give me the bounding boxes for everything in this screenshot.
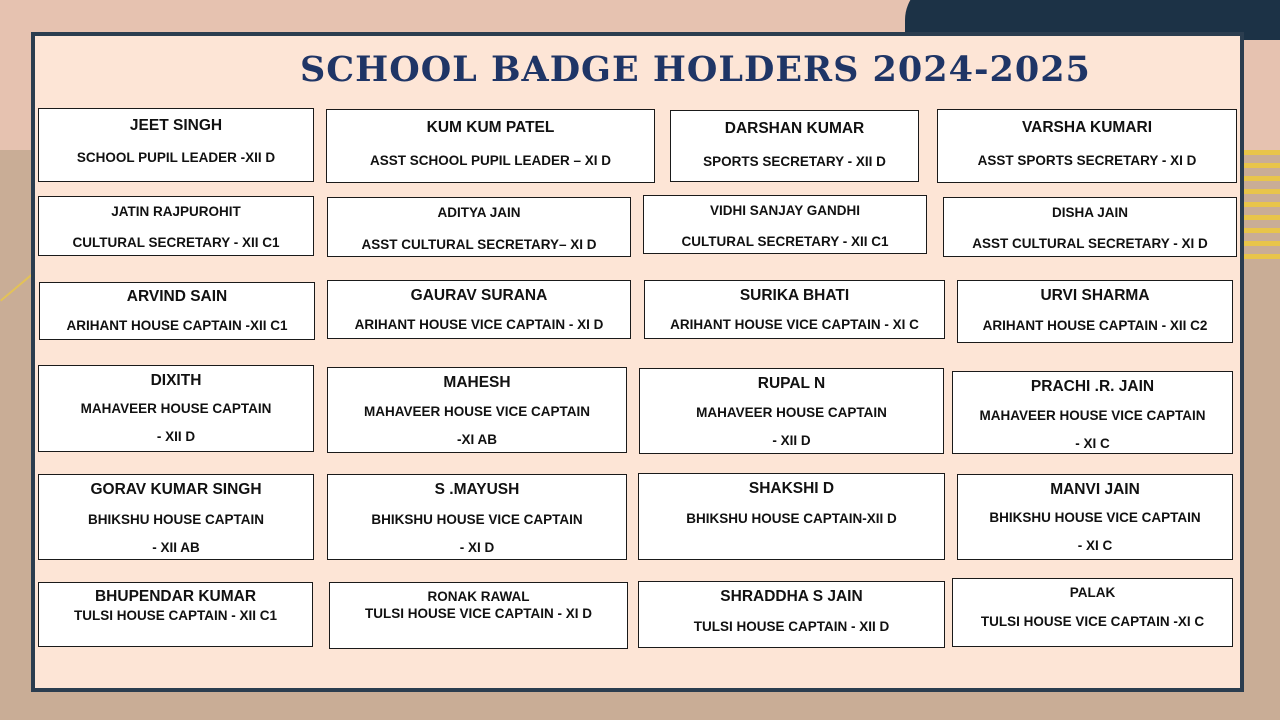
- holder-role: CULTURAL SECRETARY - XII C1: [681, 234, 889, 249]
- holder-class: - XII D: [156, 429, 196, 444]
- holder-class: - XI C: [1077, 538, 1113, 553]
- holder-class: - XII AB: [152, 540, 200, 555]
- holder-class: - XI D: [459, 540, 495, 555]
- badge-holder-card: [38, 365, 314, 452]
- holder-role: MAHAVEER HOUSE CAPTAIN: [80, 401, 272, 416]
- holder-role: ASST SCHOOL PUPIL LEADER – XI D: [369, 153, 612, 168]
- holder-name: DIXITH: [150, 372, 202, 389]
- holder-name: DISHA JAIN: [1051, 205, 1128, 220]
- holder-class: -XI AB: [457, 432, 497, 447]
- badge-holder-card: [38, 582, 313, 647]
- holder-name: KUM KUM PATEL: [426, 119, 555, 136]
- badge-holder-card: [326, 109, 655, 183]
- holder-name: MAHESH: [443, 374, 511, 391]
- background-accent-line: [0, 274, 32, 301]
- holder-role: BHIKSHU HOUSE CAPTAIN: [87, 512, 264, 527]
- holder-name: GAURAV SURANA: [410, 287, 548, 304]
- holder-role: ASST CULTURAL SECRETARY– XI D: [361, 237, 597, 252]
- holder-name: DARSHAN KUMAR: [724, 120, 865, 137]
- badge-holder-card: [943, 197, 1237, 257]
- holder-role: ARIHANT HOUSE VICE CAPTAIN - XI C: [670, 317, 919, 332]
- holder-role: BHIKSHU HOUSE VICE CAPTAIN: [371, 512, 583, 527]
- holder-role: ARIHANT HOUSE VICE CAPTAIN - XI D: [354, 317, 604, 332]
- holder-role: ASST CULTURAL SECRETARY - XI D: [972, 236, 1208, 251]
- holder-name: JEET SINGH: [129, 117, 223, 134]
- holder-role: ARIHANT HOUSE CAPTAIN -XII C1: [66, 318, 288, 333]
- badge-holder-card: [38, 474, 314, 560]
- badge-holder-card: [327, 367, 627, 453]
- badge-holder-card: [39, 282, 315, 340]
- badge-holder-card: [952, 371, 1233, 454]
- badge-holder-card: [38, 108, 314, 182]
- holder-name: VARSHA KUMARI: [1021, 119, 1153, 136]
- page-title: SCHOOL BADGE HOLDERS 2024-2025: [300, 49, 1091, 90]
- holder-class: - XII D: [772, 433, 811, 448]
- holder-role: SCHOOL PUPIL LEADER -XII D: [76, 150, 276, 165]
- badge-holder-card: [638, 473, 945, 560]
- holder-name: PRACHI .R. JAIN: [1030, 378, 1155, 395]
- badge-holder-card: [957, 280, 1233, 343]
- badge-holder-card: [952, 578, 1233, 647]
- holder-role: CULTURAL SECRETARY - XII C1: [72, 235, 280, 250]
- holder-name: SHAKSHI D: [748, 480, 835, 497]
- holder-role: TULSI HOUSE CAPTAIN - XII C1: [73, 608, 277, 623]
- holder-role: MAHAVEER HOUSE VICE CAPTAIN: [363, 404, 591, 419]
- holder-name: S .MAYUSH: [434, 481, 520, 498]
- holder-name: ARVIND SAIN: [126, 288, 228, 305]
- badge-holder-card: [937, 109, 1237, 183]
- holder-name: SURIKA BHATI: [739, 287, 850, 304]
- holder-role: TULSI HOUSE VICE CAPTAIN -XI C: [980, 614, 1205, 629]
- holder-class: - XI C: [1075, 436, 1110, 451]
- holder-name: SHRADDHA S JAIN: [720, 588, 863, 605]
- badge-holder-card: [643, 195, 927, 254]
- holder-name: GORAV KUMAR SINGH: [90, 481, 262, 498]
- badge-holder-card: [639, 368, 944, 454]
- holder-name: PALAK: [1069, 585, 1116, 600]
- holder-name: MANVI JAIN: [1050, 481, 1140, 498]
- holder-role: MAHAVEER HOUSE CAPTAIN: [696, 405, 887, 420]
- badge-holder-card: [327, 197, 631, 257]
- holder-role: BHIKSHU HOUSE CAPTAIN-XII D: [686, 511, 897, 526]
- badge-holder-card: [38, 196, 314, 256]
- badge-holder-card: [638, 581, 945, 648]
- holder-name: URVI SHARMA: [1040, 287, 1150, 304]
- holder-role: ASST SPORTS SECRETARY - XI D: [977, 153, 1197, 168]
- badge-holder-card: [327, 474, 627, 560]
- badge-holder-card: [644, 280, 945, 339]
- holder-name: JATIN RAJPUROHIT: [111, 204, 241, 219]
- holder-name: VIDHI SANJAY GANDHI: [709, 203, 861, 218]
- holder-name: ADITYA JAIN: [437, 205, 521, 220]
- badge-holder-card: [670, 110, 919, 182]
- badge-holder-card: [957, 474, 1233, 560]
- holder-role: TULSI HOUSE CAPTAIN - XII D: [693, 619, 890, 634]
- holder-role: SPORTS SECRETARY - XII D: [703, 154, 886, 169]
- background-stripes: [1238, 150, 1280, 260]
- holder-name: RONAK RAWAL: [427, 589, 530, 604]
- holder-role: MAHAVEER HOUSE VICE CAPTAIN: [979, 408, 1206, 423]
- holder-role: BHIKSHU HOUSE VICE CAPTAIN: [989, 510, 1201, 525]
- holder-role: TULSI HOUSE VICE CAPTAIN - XI D: [364, 606, 592, 621]
- badge-holder-card: [329, 582, 628, 649]
- holder-role: ARIHANT HOUSE CAPTAIN - XII C2: [982, 318, 1208, 333]
- badge-holder-card: [327, 280, 631, 339]
- holder-name: BHUPENDAR KUMAR: [94, 588, 257, 605]
- holder-name: RUPAL N: [757, 375, 826, 392]
